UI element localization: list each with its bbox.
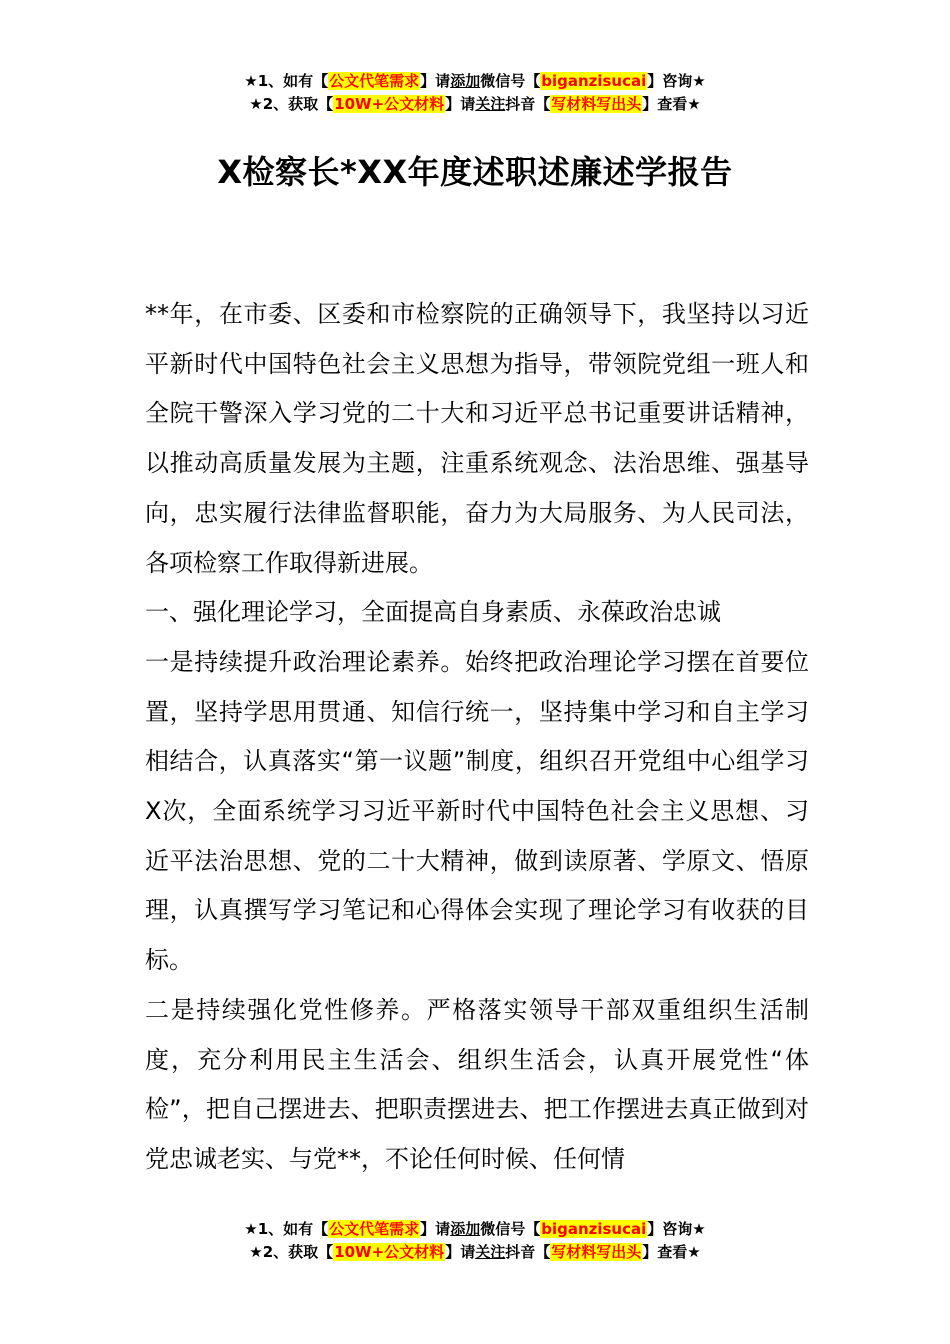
paragraph-2: 二是持续强化党性修养。严格落实领导干部双重组织生活制度，充分利用民主生活会、组织生活会，认真开展党性“体检”，把自己摆进去、把职责摆进去、把工作摆进去真正做到对党忠诚老实、与党**，不论任何时候、任何情: [145, 995, 809, 1173]
highlight-wechat-id: biganzisucai: [541, 72, 647, 90]
section-heading-1: 一、强化理论学习，全面提高自身素质、永葆政治忠诚: [145, 598, 721, 627]
document-body: [145, 290, 809, 1185]
paragraph-intro: **年，在市委、区委和市检察院的正确领导下，我坚持以习近平新时代中国特色社会主义思想为指导，带领院党组一班人和全院干警深入学习党的二十大和习近平总书记重要讲话精神，以推动高质量发展为主题，注重系统观念、法治思维、强基导向，忠实履行法律监督职能，奋力为大局服务、为人民司法，各项检察工作取得新进展。: [145, 300, 809, 577]
paragraph-1: 一是持续提升政治理论素养。始终把政治理论学习摆在首要位置，坚持学思用贯通、知信行统一，坚持集中学习和自主学习相结合，认真落实“第一议题”制度，组织召开党组中心组学习X次，全面系统学习习近平新时代中国特色社会主义思想、习近平法治思想、党的二十大精神，做到读原著、学原文、悟原理，认真撰写学习笔记和心得体会实现了理论学习有收获的目标。: [145, 647, 809, 975]
banner-line-1: ★1、如有【公文代笔需求】请添加微信号【biganzisucai】咨询★: [244, 1220, 706, 1238]
highlight-materials: 10W+公文材料: [334, 1243, 445, 1261]
highlight-wechat-id: biganzisucai: [541, 1220, 647, 1238]
banner-line-2: ★2、获取【10W+公文材料】请关注抖音【写材料写出头】查看★: [249, 1243, 701, 1261]
document-title: X检察长*XX年度述职述廉述学报告: [217, 153, 733, 191]
footer-banner: [0, 1218, 950, 1264]
highlight-douyin: 写材料写出头: [551, 95, 642, 113]
banner-line-2: ★2、获取【10W+公文材料】请关注抖音【写材料写出头】查看★: [249, 95, 701, 113]
header-banner: [0, 70, 950, 116]
highlight-douyin: 写材料写出头: [551, 1243, 642, 1261]
highlight-materials: 10W+公文材料: [334, 95, 445, 113]
highlight-service: 公文代笔需求: [329, 72, 420, 90]
highlight-service: 公文代笔需求: [329, 1220, 420, 1238]
banner-line-1: ★1、如有【公文代笔需求】请添加微信号【biganzisucai】咨询★: [244, 72, 706, 90]
